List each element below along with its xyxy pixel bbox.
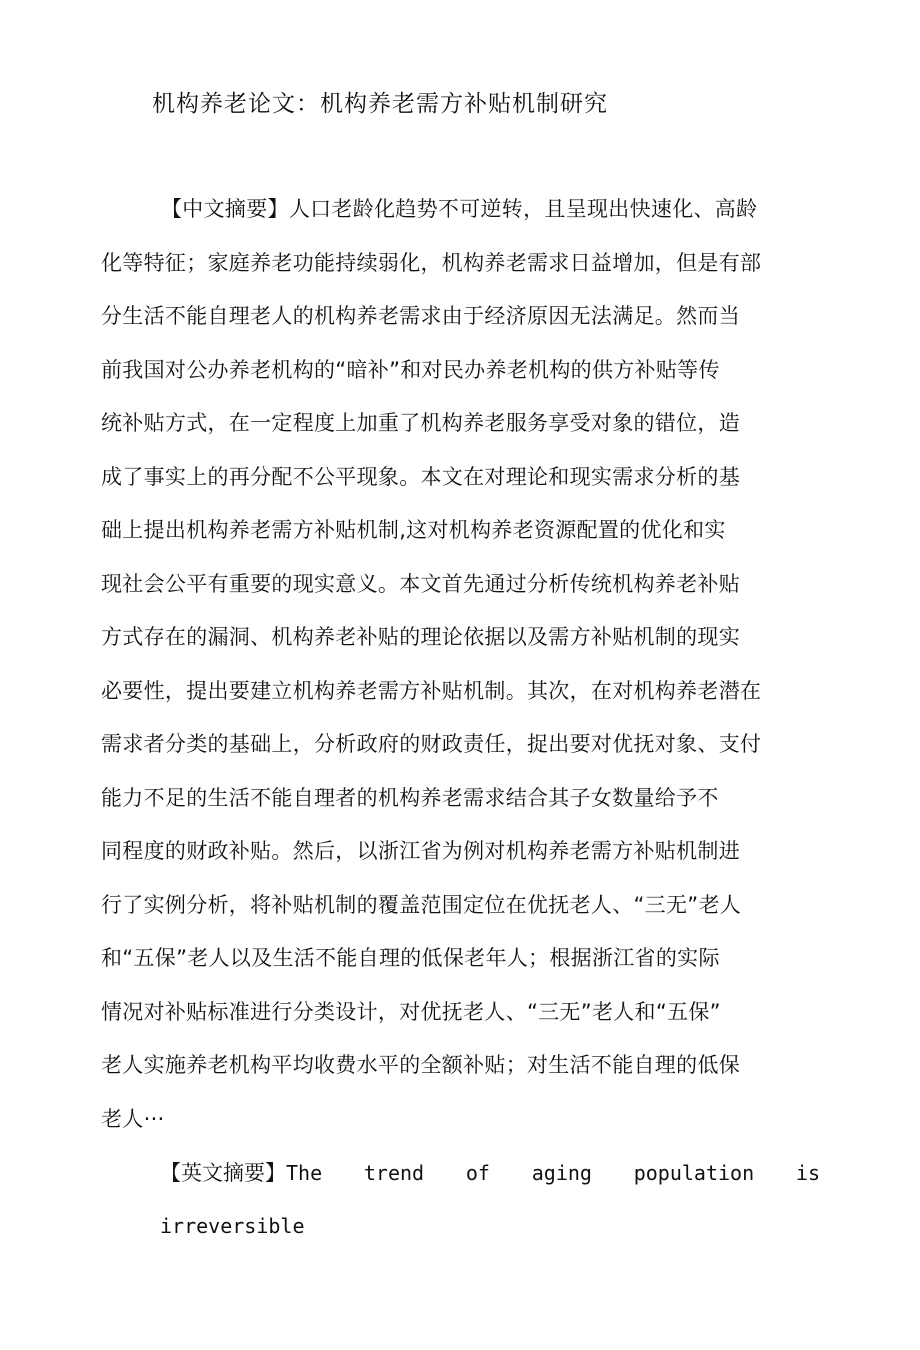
abstract-line: 行了实例分析，将补贴机制的覆盖范围定位在优抚老人、“三无”老人 (101, 892, 742, 917)
abstract-line: 老人··· (101, 1106, 165, 1131)
english-abstract-label-group (160, 1153, 322, 1193)
english-abstract-label: 【英文摘要】 (160, 1161, 286, 1185)
abstract-line: 需求者分类的基础上，分析政府的财政责任，捉出要对优抚对象、支付 (101, 732, 762, 756)
chinese-abstract-label: 【中文摘要】 (161, 197, 289, 221)
abstract-line: 老人实施养老机构平均收费水平的全额补贴；对生活不能自理的低保 (101, 1053, 740, 1077)
english-word: aging (531, 1161, 592, 1185)
abstract-line: 方式存在的漏洞、机构养老补贴的理论依据以及需方补贴机制的现实 (101, 625, 740, 649)
english-word: of (465, 1161, 490, 1185)
document-title: 机构养老论文：机构养老需方补贴机制研究 (152, 91, 608, 117)
abstract-line: 必要性，提出要建立机构养老需方补贴机制。其次，在对机构养老潜在 (101, 678, 762, 703)
english-abstract-second-line: irreversible (160, 1214, 305, 1238)
abstract-line: 情况对补贴标准进行分类设计，对优抚老人、“三无”老人和“五保” (101, 999, 721, 1024)
abstract-line (101, 189, 801, 243)
english-word: population (633, 1161, 755, 1185)
abstract-line-text: 人口老龄化趋势不可逆转，且呈现出快速化、高龄 (288, 197, 758, 221)
abstract-line: 化等特征；家庭养老功能持续弱化，机构养老需求日益增加，但是有部 (101, 250, 762, 275)
abstract-line: 前我国对公办养老机构的“暗补”和对民办养老机构的供方补贴等传 (101, 357, 720, 382)
abstract-line: 同程度的财政补贴。然后，以浙江省为例对机构养老需方补贴机制进 (101, 839, 740, 863)
abstract-line: 础上提出机构养老需方补贴机制,这对机构养老资源配置的优化和实 (101, 518, 726, 542)
english-word: The (286, 1161, 323, 1185)
abstract-line: 和“五保”老人以及生活不能自理的低保老年人；根据浙江省的实际 (101, 946, 720, 970)
abstract-line: 能力不足的生活不能自理者的机构养老需求结合其子女数量给予不 (101, 785, 719, 810)
english-word: trend (363, 1161, 425, 1185)
abstract-line: 现社会公平有重要的现实意义。本文首先通过分析传统机构养老补贴 (101, 571, 740, 596)
english-abstract-first-line (160, 1153, 820, 1206)
english-word: is (795, 1161, 820, 1185)
abstract-line: 分生活不能自理老人的机构养老需求由于经济原因无法满足。然而当 (101, 304, 740, 328)
english-abstract (160, 1153, 820, 1246)
abstract-line: 成了事实上的再分配不公平现象。本文在对理论和现实需求分析的基 (101, 464, 740, 489)
chinese-abstract (101, 189, 801, 1152)
abstract-line: 统补贴方式，在一定程度上加重了机构养老服务享受对象的错位，造 (101, 411, 740, 435)
